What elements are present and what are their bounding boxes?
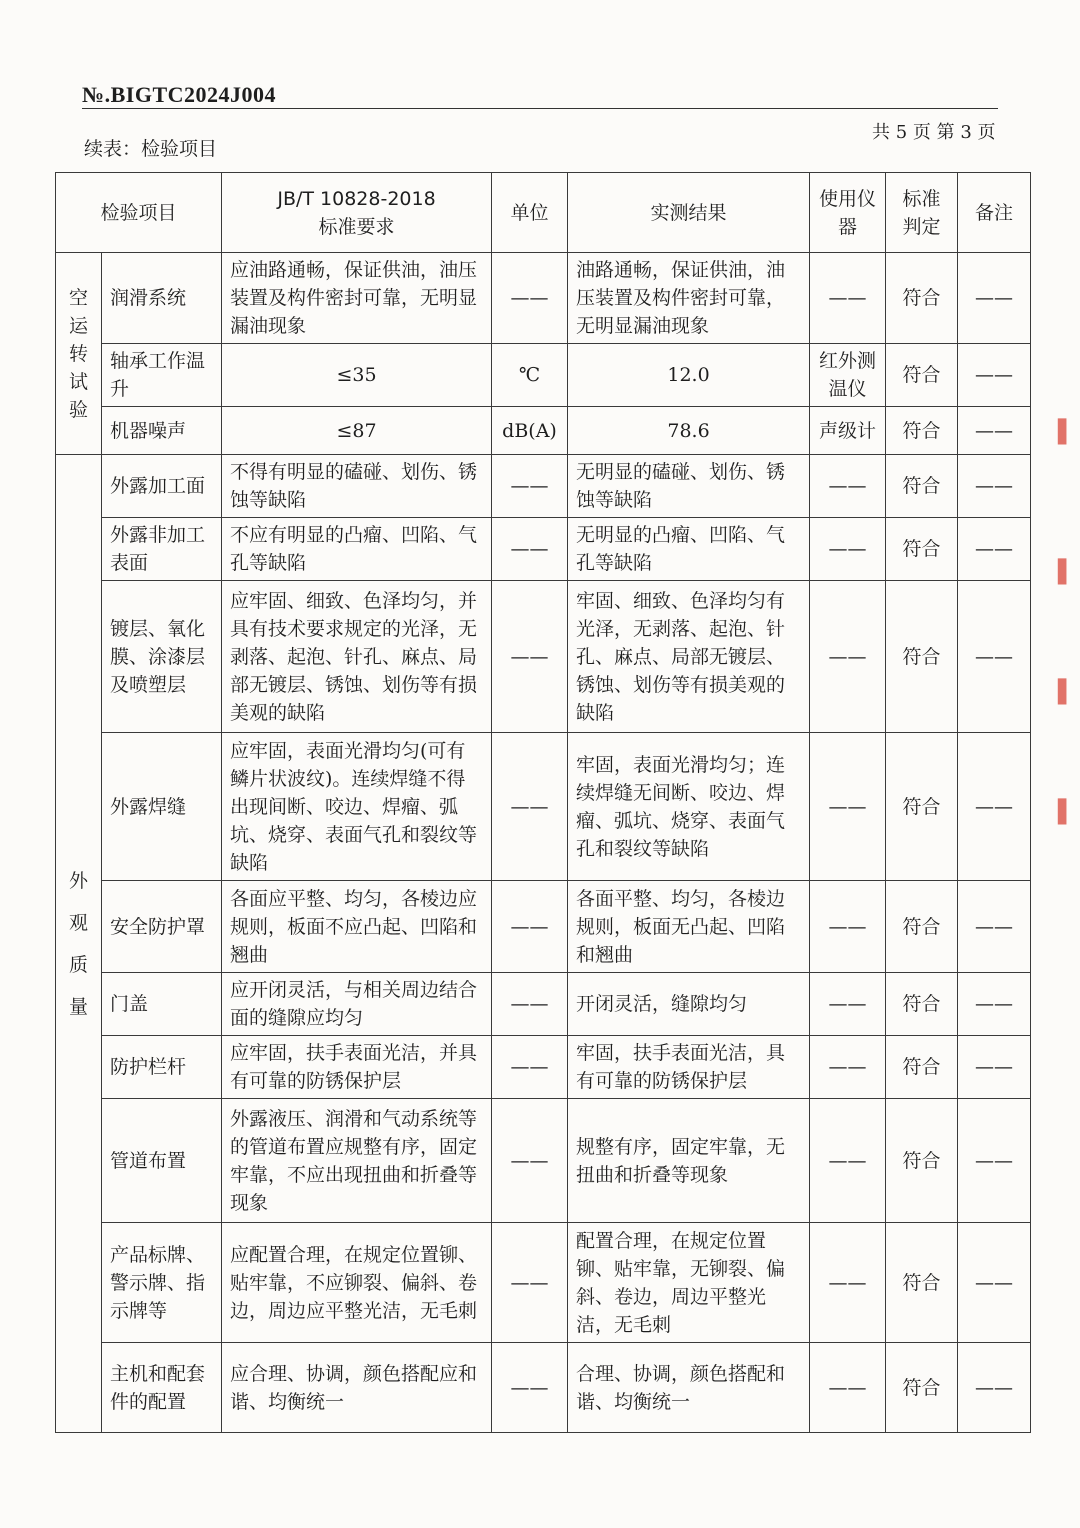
inspection-table-wrapper xyxy=(55,172,1031,1433)
requirement: 外露液压、润滑和气动系统等的管道布置应规整有序，固定牢靠，不应出现扭曲和折叠等现象 xyxy=(222,1099,492,1223)
instrument: —— xyxy=(810,581,886,733)
judgement: 符合 xyxy=(886,1099,958,1223)
instrument: —— xyxy=(810,1036,886,1099)
result: 78.6 xyxy=(568,407,810,455)
remark: —— xyxy=(958,518,1031,581)
table-row xyxy=(56,733,1031,881)
remark: —— xyxy=(958,253,1031,344)
judgement: 符合 xyxy=(886,581,958,733)
unit: —— xyxy=(492,518,568,581)
requirement: 各面应平整、均匀，各棱边应规则，板面不应凸起、凹陷和翘曲 xyxy=(222,881,492,973)
remark: —— xyxy=(958,344,1031,407)
remark: —— xyxy=(958,973,1031,1036)
item-name: 门盖 xyxy=(102,973,222,1036)
item-name: 外露焊缝 xyxy=(102,733,222,881)
item-name: 安全防护罩 xyxy=(102,881,222,973)
judgement: 符合 xyxy=(886,518,958,581)
table-row xyxy=(56,1099,1031,1223)
instrument: 红外测温仪 xyxy=(810,344,886,407)
header-standard xyxy=(222,173,492,253)
unit: —— xyxy=(492,455,568,518)
table-row xyxy=(56,407,1031,455)
instrument: —— xyxy=(810,518,886,581)
item-name: 外露加工面 xyxy=(102,455,222,518)
item-name: 主机和配套件的配置 xyxy=(102,1343,222,1433)
requirement: ≤35 xyxy=(222,344,492,407)
header-unit: 单位 xyxy=(492,173,568,253)
result: 无明显的磕碰、划伤、锈蚀等缺陷 xyxy=(568,455,810,518)
header-rule xyxy=(82,108,998,109)
judgement: 符合 xyxy=(886,455,958,518)
judgement: 符合 xyxy=(886,1036,958,1099)
result: 牢固，表面光滑均匀；连续焊缝无间断、咬边、焊瘤、弧坑、烧穿、表面气孔和裂纹等缺陷 xyxy=(568,733,810,881)
result: 合理、协调，颜色搭配和谐、均衡统一 xyxy=(568,1343,810,1433)
unit: —— xyxy=(492,733,568,881)
unit: —— xyxy=(492,253,568,344)
remark: —— xyxy=(958,407,1031,455)
item-name: 机器噪声 xyxy=(102,407,222,455)
requirement: 应牢固，扶手表面光洁，并具有可靠的防锈保护层 xyxy=(222,1036,492,1099)
judgement: 符合 xyxy=(886,344,958,407)
result: 12.0 xyxy=(568,344,810,407)
header-judgement: 标准判定 xyxy=(886,173,958,253)
item-name: 管道布置 xyxy=(102,1099,222,1223)
item-name: 镀层、氧化膜、涂漆层及喷塑层 xyxy=(102,581,222,733)
instrument: —— xyxy=(810,1343,886,1433)
header-instrument: 使用仪器 xyxy=(810,173,886,253)
requirement: 应开闭灵活，与相关周边结合面的缝隙应均匀 xyxy=(222,973,492,1036)
category-char: 试 xyxy=(68,370,88,393)
category-char: 质 xyxy=(68,953,88,976)
item-name: 润滑系统 xyxy=(102,253,222,344)
unit: dB(A) xyxy=(492,407,568,455)
remark: —— xyxy=(958,1036,1031,1099)
requirement: 应牢固，表面光滑均匀(可有鳞片状波纹)。连续焊缝不得出现间断、咬边、焊瘤、弧坑、烧穿、表面气孔和裂纹等缺陷 xyxy=(222,733,492,881)
unit: —— xyxy=(492,581,568,733)
remark: —— xyxy=(958,1099,1031,1223)
table-row xyxy=(56,1036,1031,1099)
remark: —— xyxy=(958,733,1031,881)
table-row xyxy=(56,518,1031,581)
item-name: 产品标牌、警示牌、指示牌等 xyxy=(102,1223,222,1343)
judgement: 符合 xyxy=(886,973,958,1036)
header-remark: 备注 xyxy=(958,173,1031,253)
table-row xyxy=(56,1343,1031,1433)
table-row xyxy=(56,253,1031,344)
instrument: —— xyxy=(810,1099,886,1223)
unit: —— xyxy=(492,1223,568,1343)
seal-stamp-fragment: ▌ ▌ ▌ ▌ xyxy=(1058,420,1075,825)
unit: —— xyxy=(492,1036,568,1099)
unit: —— xyxy=(492,881,568,973)
category-cell xyxy=(56,455,102,1433)
header-standard-label: 标准要求 xyxy=(318,215,395,238)
item-name: 外露非加工表面 xyxy=(102,518,222,581)
result: 无明显的凸瘤、凹陷、气孔等缺陷 xyxy=(568,518,810,581)
instrument: 声级计 xyxy=(810,407,886,455)
result: 规整有序，固定牢靠，无扭曲和折叠等现象 xyxy=(568,1099,810,1223)
judgement: 符合 xyxy=(886,1223,958,1343)
unit: —— xyxy=(492,1343,568,1433)
judgement: 符合 xyxy=(886,253,958,344)
judgement: 符合 xyxy=(886,881,958,973)
table-row xyxy=(56,344,1031,407)
result: 油路通畅，保证供油，油压装置及构件密封可靠，无明显漏油现象 xyxy=(568,253,810,344)
instrument: —— xyxy=(810,455,886,518)
judgement: 符合 xyxy=(886,733,958,881)
category-char: 空 xyxy=(68,286,88,309)
requirement: ≤87 xyxy=(222,407,492,455)
instrument: —— xyxy=(810,253,886,344)
requirement: 应配置合理，在规定位置铆、贴牢靠，不应铆裂、偏斜、卷边，周边应平整光洁，无毛刺 xyxy=(222,1223,492,1343)
instrument: —— xyxy=(810,1223,886,1343)
table-row xyxy=(56,455,1031,518)
result: 牢固，扶手表面光洁，具有可靠的防锈保护层 xyxy=(568,1036,810,1099)
requirement: 不应有明显的凸瘤、凹陷、气孔等缺陷 xyxy=(222,518,492,581)
unit: ℃ xyxy=(492,344,568,407)
table-row xyxy=(56,1223,1031,1343)
inspection-table xyxy=(55,172,1031,1433)
header-item: 检验项目 xyxy=(56,173,222,253)
category-char: 验 xyxy=(68,398,88,421)
remark: —— xyxy=(958,581,1031,733)
result: 牢固、细致、色泽均匀有光泽，无剥落、起泡、针孔、麻点、局部无镀层、锈蚀、划伤等有损美观的缺陷 xyxy=(568,581,810,733)
category-char: 观 xyxy=(68,911,88,934)
unit: —— xyxy=(492,1099,568,1223)
header-row xyxy=(56,173,1031,253)
requirement: 应合理、协调，颜色搭配应和谐、均衡统一 xyxy=(222,1343,492,1433)
judgement: 符合 xyxy=(886,1343,958,1433)
table-row xyxy=(56,973,1031,1036)
category-char: 转 xyxy=(68,342,88,365)
requirement: 应牢固、细致、色泽均匀，并具有技术要求规定的光泽，无剥落、起泡、针孔、麻点、局部无镀层、锈蚀、划伤等有损美观的缺陷 xyxy=(222,581,492,733)
result: 各面平整、均匀，各棱边规则，板面无凸起、凹陷和翘曲 xyxy=(568,881,810,973)
page-info: 共 5 页 第 3 页 xyxy=(872,122,996,143)
remark: —— xyxy=(958,455,1031,518)
instrument: —— xyxy=(810,733,886,881)
category-char: 外 xyxy=(68,869,88,892)
header-standard-code: JB/T 10828-2018 xyxy=(277,187,436,210)
category-char: 运 xyxy=(68,314,88,337)
table-row xyxy=(56,881,1031,973)
result: 开闭灵活，缝隙均匀 xyxy=(568,973,810,1036)
header-result: 实测结果 xyxy=(568,173,810,253)
category-char: 量 xyxy=(68,995,88,1018)
table-subtitle: 续表：检验项目 xyxy=(84,138,218,160)
remark: —— xyxy=(958,1223,1031,1343)
item-name: 防护栏杆 xyxy=(102,1036,222,1099)
unit: —— xyxy=(492,973,568,1036)
item-name: 轴承工作温升 xyxy=(102,344,222,407)
remark: —— xyxy=(958,1343,1031,1433)
remark: —— xyxy=(958,881,1031,973)
result: 配置合理，在规定位置铆、贴牢靠，无铆裂、偏斜、卷边，周边平整光洁，无毛刺 xyxy=(568,1223,810,1343)
requirement: 不得有明显的磕碰、划伤、锈蚀等缺陷 xyxy=(222,455,492,518)
instrument: —— xyxy=(810,881,886,973)
instrument: —— xyxy=(810,973,886,1036)
requirement: 应油路通畅，保证供油，油压装置及构件密封可靠，无明显漏油现象 xyxy=(222,253,492,344)
report-number: №.BIGTC2024J004 xyxy=(82,82,277,107)
table-row xyxy=(56,581,1031,733)
judgement: 符合 xyxy=(886,407,958,455)
category-cell xyxy=(56,253,102,455)
